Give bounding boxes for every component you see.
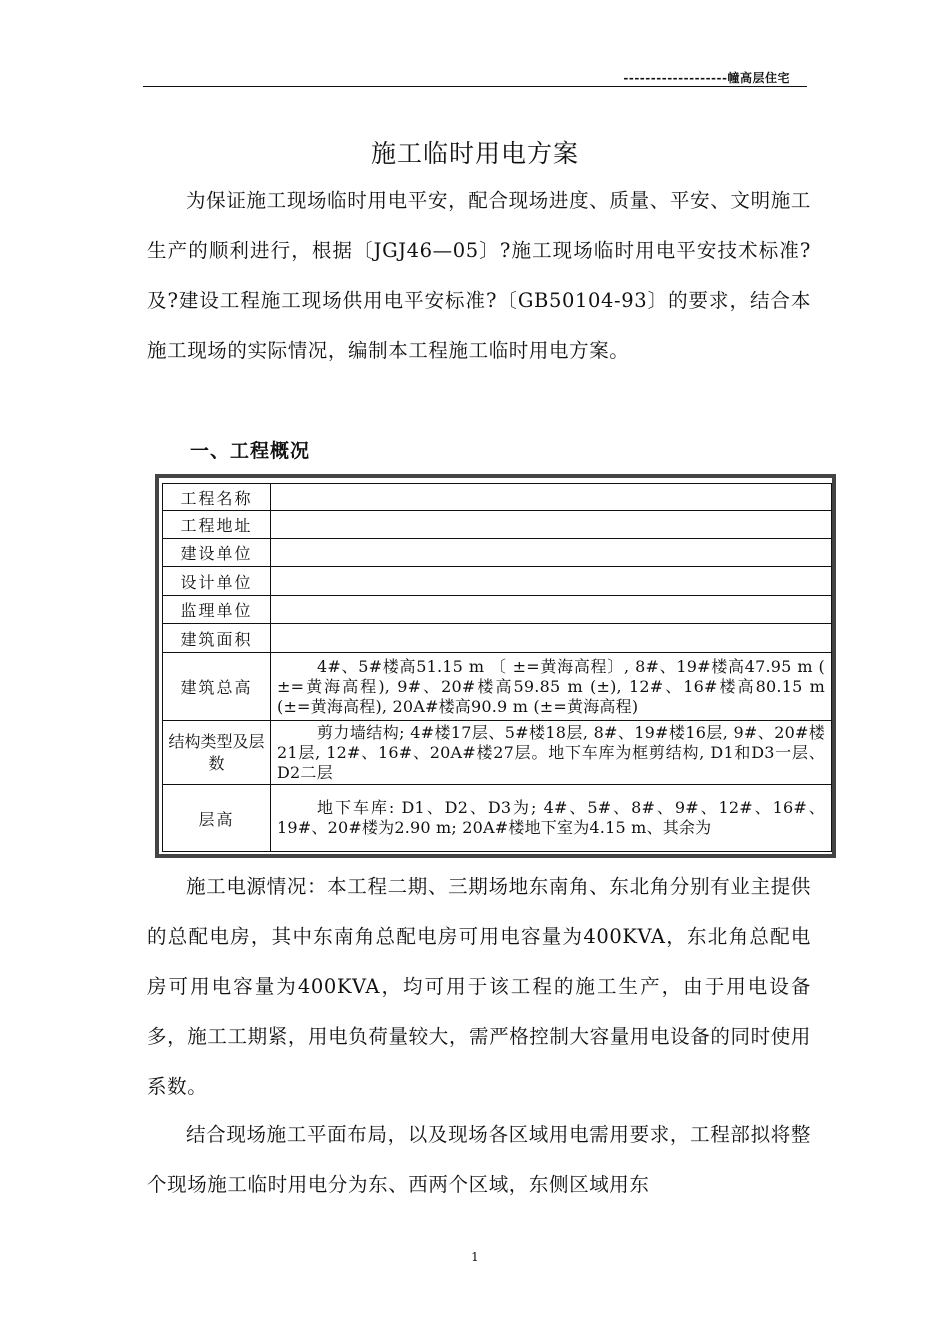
table-row: [163, 653, 832, 721]
header-rule: [143, 86, 807, 87]
row-label: 建筑面积: [163, 624, 271, 653]
table-row: [163, 785, 832, 852]
project-overview-table: [155, 474, 836, 858]
table-row: [163, 624, 832, 653]
table-row: [163, 511, 832, 539]
row-label: 工程地址: [163, 511, 271, 539]
table-row: [163, 596, 832, 624]
page-number: 1: [471, 1250, 479, 1264]
row-value: [271, 511, 832, 539]
table-row: [163, 539, 832, 567]
row-value: [271, 596, 832, 624]
section-heading: 一、工程概况: [190, 440, 311, 462]
row-label: 结构类型及层数: [163, 721, 271, 785]
row-value: 地下车库: D1、D2、D3为; 4#、5#、8#、9#、12#、16#、19#、20#楼为2.90 m; 20A#楼地下室为4.15 m、其余为: [271, 785, 832, 852]
row-label: 建设单位: [163, 539, 271, 567]
table-row: [163, 484, 832, 511]
row-value: [271, 484, 832, 511]
row-label: 设计单位: [163, 567, 271, 596]
document-title: 施工临时用电方案: [370, 139, 579, 168]
row-label: 工程名称: [163, 484, 271, 511]
row-value: [271, 624, 832, 653]
intro-paragraph: 为保证施工现场临时用电平安，配合现场进度、质量、平安、文明施工生产的顺利进行，根据〔JGJ46—05〕?施工现场临时用电平安技术标准?及?建设工程施工现场供用电平安标准?〔GB50104-93〕的要求，结合本施工现场的实际情况，编制本工程施工临时用电方案。: [147, 189, 811, 362]
row-value: [271, 567, 832, 596]
row-label: 监理单位: [163, 596, 271, 624]
zoning-paragraph: 结合现场施工平面布局，以及现场各区域用电需用要求，工程部拟将整个现场施工临时用电分为东、西两个区域，东侧区域用东: [147, 1123, 811, 1196]
row-value: 剪力墙结构; 4#楼17层、5#楼18层, 8#、19#楼16层, 9#、20#楼21层, 12#、16#、20A#楼27层。地下车库为框剪结构, D1和D3一层、D2二层: [271, 721, 832, 785]
table-row: [163, 567, 832, 596]
row-value: [271, 539, 832, 567]
row-label: 层高: [163, 785, 271, 852]
table-row: [163, 721, 832, 785]
page-header-text: -------------------幢高层住宅: [623, 71, 790, 85]
row-value: 4#、5#楼高51.15 m 〔 ±=黄海高程〕, 8#、19#楼高47.95 m ( ±=黄海高程), 9#、20#楼高59.85 m (±), 12#、16#楼高80.15 m (±=黄海高程), 20A#楼高90.9 m (±=黄海高程): [271, 653, 832, 721]
power-source-paragraph: 施工电源情况：本工程二期、三期场地东南角、东北角分别有业主提供的总配电房，其中东南角总配电房可用电容量为400KVA，东北角总配电房可用电容量为400KVA，均可用于该工程的施工生产，由于用电设备多，施工工期紧，用电负荷量较大，需严格控制大容量用电设备的同时使用系数。: [147, 875, 811, 1098]
row-label: 建筑总高: [163, 653, 271, 721]
